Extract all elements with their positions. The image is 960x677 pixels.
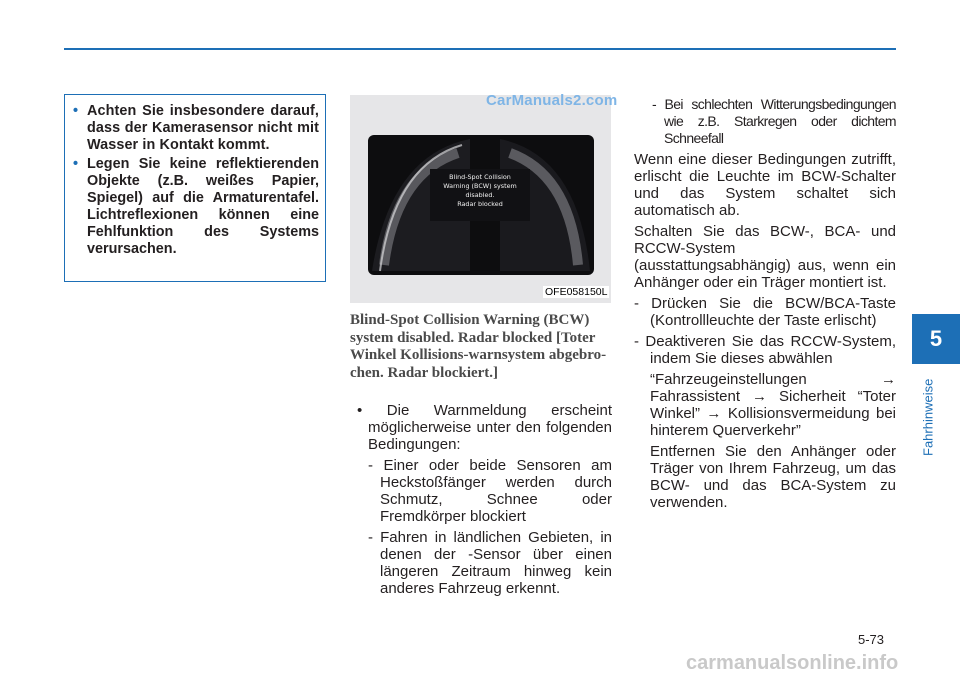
cluster-illustration — [350, 95, 611, 303]
paragraph: Schalten Sie das BCW-, BCA- und RCCW-System (ausstattungsabhängig) aus, wenn ein Anhänger oder ein Träger montiert ist. — [634, 223, 896, 291]
dash-item — [634, 96, 896, 147]
right-column — [634, 96, 896, 511]
page-number: 5-73 — [858, 632, 885, 647]
watermark: CarManuals2.com — [486, 92, 618, 109]
instrument-cluster-image — [350, 95, 611, 303]
caution-box — [64, 94, 326, 282]
image-code: OFE058150L — [545, 286, 608, 298]
bullet-text: Die Warnmeldung erscheint möglicherweise unter den folgenden Bedingungen: — [368, 402, 613, 453]
display-line: Warning (BCW) system — [443, 182, 517, 190]
display-line: disabled. — [465, 191, 495, 199]
step-item: - Drücken Sie die BCW/BCA-Taste (Kontrollleuchte der Taste erlischt) — [634, 295, 896, 329]
caution-item — [73, 156, 319, 258]
caution-text: Achten Sie insbesondere darauf, dass der Kamerasensor nicht mit Wasser in Kontakt kommt. — [87, 103, 319, 153]
caution-item — [73, 103, 319, 154]
paragraph: Entfernen Sie den Anhänger oder Träger von Ihrem Fahrzeug, um das BCW- und das BCA-System zu verwenden. — [650, 443, 896, 511]
dash-item: - Einer oder beide Sensoren am Heckstoßfänger werden durch Schmutz, Schnee oder Fremdkörper blockiert — [368, 457, 612, 525]
bullet-icon: • — [73, 156, 79, 172]
footer-watermark: carmanualsonline.info — [686, 652, 899, 674]
menu-path: “Fahrzeugeinstellungen → Fahrassistent → Sicherheit “Toter Winkel” → Kollisionsvermeidung bei hinterem Querverkehr” — [650, 371, 896, 439]
dash-item: - Fahren in ländlichen Gebieten, in denen der -Sensor über einen längeren Zeitraum hinweg kein anderes Fahrzeug erkennt. — [368, 529, 612, 597]
middle-column — [350, 402, 612, 597]
paragraph: Wenn eine dieser Bedingungen zutrifft, erlischt die Leuchte im BCW-Schalter und das System schaltet sich automatisch ab. — [634, 151, 896, 219]
bullet-paragraph: • Die Warnmeldung erscheint möglicherweise unter den folgenden Bedingungen: — [357, 402, 613, 453]
dash-text: - Bei schlechten Witterungsbedingungen wie z.B. Starkregen oder dichtem Schneefall — [652, 96, 896, 146]
step-item: - Deaktiveren Sie das RCCW-System, indem Sie dieses abwählen — [634, 333, 896, 367]
display-line: Radar blocked — [457, 200, 503, 208]
display-line: Blind-Spot Collision — [449, 173, 511, 181]
top-rule — [64, 48, 896, 50]
figure-caption: Blind-Spot Collision Warning (BCW) system disabled. Radar blocked [Toter Winkel Kollisions-warnsystem abgebro-chen. Radar blockiert.] — [350, 312, 607, 381]
bullet-icon: • — [73, 103, 79, 119]
chapter-label: Fahrhinweise — [920, 378, 936, 456]
chapter-number: 5 — [912, 314, 960, 364]
caution-text: Legen Sie keine reflektierenden Objekte (z.B. weißes Papier, Spiegel) auf die Armaturentafel. Lichtreflexionen können eine Fehlfunktion des Systems verursachen. — [87, 156, 319, 257]
